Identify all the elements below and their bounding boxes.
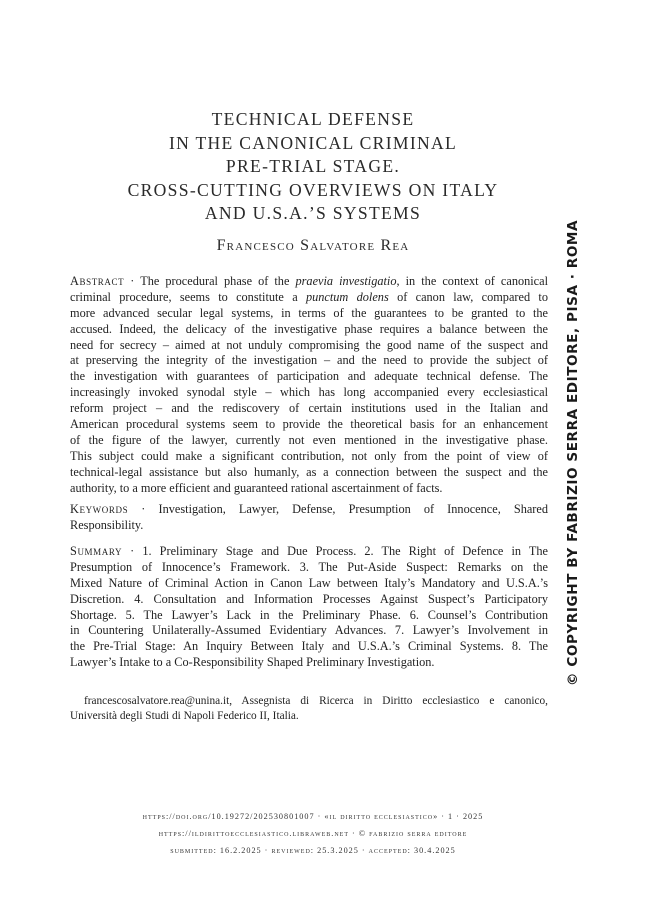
author-name: Francesco Salvatore Rea: [216, 237, 410, 254]
keywords: [70, 502, 548, 534]
footnote-line: Università degli Studi di Napoli Federico II, Italia.: [70, 710, 299, 722]
italic-term: punctum dolens: [305, 289, 389, 304]
summary-line: Presumption of Innocence’s Framework. 3. The Put-Aside Suspect: Remarks on the: [70, 559, 548, 574]
publication-footer: [78, 809, 548, 859]
keywords-line: [70, 502, 548, 518]
keywords-label: Keywords: [70, 502, 129, 516]
abstract-line: [70, 290, 548, 306]
abstract-line: of the figure of the lawyer, currently not even mentioned in the investigative phase.: [70, 432, 548, 447]
abstract-line: [70, 274, 548, 290]
article-title: [78, 108, 548, 226]
footnote-line: francescosalvatore.rea@unina.it, Assegnista di Ricerca in Diritto ecclesiastico e canonico,: [84, 695, 548, 707]
title-line: TECHNICAL DEFENSE: [211, 109, 415, 129]
title-line: IN THE CANONICAL CRIMINAL: [168, 132, 458, 153]
abstract-line: more advanced secular legal systems, in terms of the guarantees to be granted to the: [70, 305, 548, 320]
dates-line: submitted: 16.2.2025 · reviewed: 25.3.2025 · accepted: 30.4.2025: [170, 845, 456, 855]
summary-line: Discretion. 4. Consultation and Information Processes Against Suspect’s Participatory: [70, 591, 548, 606]
abstract: [70, 274, 548, 496]
abstract-line: accused. Indeed, the delicacy of the investigative phase requires a balance between the: [70, 321, 548, 336]
abstract-line: need for secrecy – aimed at not unduly compromising the good name of the suspect and: [70, 337, 548, 352]
abstract-line: American procedural systems seem to provide the theoretical basis for an enhancement: [70, 417, 548, 432]
title-line: PRE-TRIAL STAGE.: [225, 156, 401, 176]
abstract-line: increasingly invoked synodal style – which has long accompanied every ecclesiastical: [70, 385, 548, 400]
abstract-line: at preserving the integrity of the investigation – and the need to provide the subject of: [70, 353, 548, 368]
summary-line: Mixed Nature of Criminal Action in Canon Law between Italy’s Mandatory and U.S.A.’s: [70, 575, 548, 590]
abstract-line: authority, to a more efficient and guaranteed rational ascertainment of facts.: [70, 480, 443, 495]
text: Investigation, Lawyer, Defense, Presumption of Innocence, Shared: [158, 502, 549, 516]
title-line: AND U.S.A.’S SYSTEMS: [204, 203, 422, 223]
web-line: https://ildirittoecclesiastico.libraweb.net · © fabrizio serra editore: [158, 828, 468, 838]
abstract-line: reform project – and the rediscovery of certain institutions used in the Italian and: [70, 401, 548, 416]
summary-line: Lawyer’s Intake to a Co-Responsibility Shaped Preliminary Investigation.: [70, 655, 435, 670]
italic-term: praevia investigatio: [295, 274, 397, 288]
copyright-text: © COPYRIGHT BY FABRIZIO SERRA EDITORE, PISA · ROMA: [565, 219, 581, 687]
copyright-sidebar: [559, 216, 587, 690]
keywords-line: Responsibility.: [70, 517, 144, 532]
abstract-line: the investigation with guarantees of participation and adequate technical defense. The: [70, 369, 548, 384]
summary-line: [70, 544, 548, 560]
abstract-line: technical-legal assistance but also humanly, as a connection between the suspect and the: [70, 464, 548, 479]
separator: ·: [141, 502, 146, 516]
text: criminal procedure, seems to constitute a: [70, 289, 306, 304]
abstract-line: This subject could make a significant contribution, not only from the point of view of: [70, 448, 548, 463]
text: , in the context of canonical: [396, 274, 549, 288]
doi-line: https://doi.org/10.19272/202530801007 · «il diritto ecclesiastico» · 1 · 2025: [142, 812, 484, 821]
summary-line: Shortage. 5. The Lawyer’s Lack in the Preliminary Phase. 6. Counsel’s Contribution: [70, 607, 548, 622]
separator: ·: [130, 274, 135, 288]
text: The procedural phase of the: [140, 274, 296, 288]
summary-line: in Countering Unilaterally-Assumed Evidentiary Advances. 7. Lawyer’s Involvement in: [70, 623, 548, 638]
title-line: CROSS-CUTTING OVERVIEWS ON ITALY: [127, 179, 499, 200]
summary-label: Summary: [70, 544, 123, 558]
summary: [70, 544, 548, 671]
summary-line: the Pre-Trial Stage: An Inquiry Between Italy and U.S.A.’s Criminal Systems. 8. The: [70, 639, 548, 654]
separator: ·: [130, 544, 135, 558]
text: 1. Preliminary Stage and Due Process. 2. The Right of Defence in The: [142, 544, 549, 558]
author-footnote: [70, 694, 548, 724]
text: of canon law, compared to: [388, 289, 548, 304]
abstract-label: Abstract: [70, 274, 125, 288]
